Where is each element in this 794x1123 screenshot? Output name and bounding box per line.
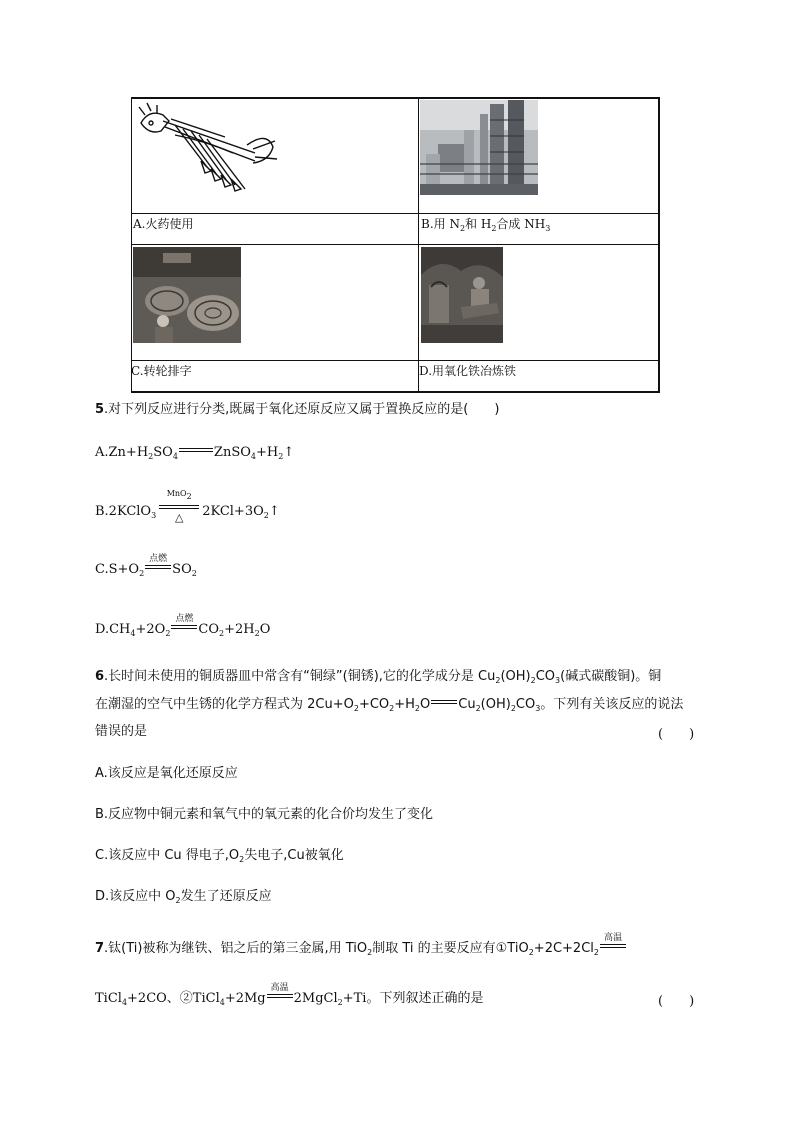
question-6-stem-line3: 错误的是 (95, 724, 148, 739)
q5-option-c: $C.S+O_2$ 点燃 $SO_2$ (95, 554, 197, 578)
question-5-stem: 5.对下列反应进行分类,既属于氧化还原反应又属于置换反应的是( ) (95, 402, 500, 417)
question-6-stem: 6.长时间未使用的铜质器皿中常含有“铜绿”(铜锈),它的化学成分是 $Cu_2(OH)_2CO_3$(碱式碳酸铜)。铜 (95, 669, 662, 685)
iron-smelting-photo (421, 247, 503, 343)
reaction-condition-arrow: 点燃 (145, 563, 171, 571)
q6-option-a: A.该反应是氧化还原反应 (95, 766, 238, 781)
equals-sign (431, 698, 457, 706)
q5-option-b: B.2KClO$_3$ MnO$_2$ △ $2KCl+3O_2↑$ (95, 489, 280, 524)
cell-d-label: D.用氧化铁冶炼铁 (419, 364, 517, 378)
cell-a-label: A.火药使用 (133, 217, 194, 231)
q6-option-d: D.该反应中 $O_2$发生了还原反应 (95, 889, 272, 905)
rotating-type-wheel-photo (133, 247, 241, 343)
reaction-condition-arrow: 高温 (600, 942, 626, 950)
question-7-stem-line2: TiCl$_4$+2CO、②TiCl$_4$+2Mg 高温 2MgCl$_2$+Ti。下列叙述正确的是 (95, 983, 484, 1007)
gunpowder-arrows-drawing (135, 101, 280, 193)
reaction-condition-arrow: 高温 (267, 992, 293, 1000)
q6-answer-blank[interactable]: ( ) (658, 727, 695, 742)
chemical-plant-photo (420, 100, 538, 195)
q7-answer-blank[interactable]: ( ) (658, 994, 695, 1009)
question-6-stem-line2: 在潮湿的空气中生锈的化学方程式为 $2Cu+O_2+CO_2+H_2O$ $Cu_2(OH)_2CO_3$。下列有关该反应的说法 (95, 697, 684, 713)
reaction-condition-arrow: 点燃 (171, 623, 197, 631)
q5-option-d: $D.CH_4+2O_2$ 点燃 $CO_2+2H_2O$ (95, 614, 271, 638)
reaction-condition-arrow: MnO$_2$ △ (159, 503, 199, 511)
question-7-stem: 7.钛(Ti)被称为继铁、铝之后的第三金属,用 TiO$_2$制取 Ti 的主要反应有$①TiO_2+2C+2Cl_2$ 高温 (95, 940, 627, 958)
image-table (131, 97, 660, 393)
cell-c-label: C.转轮排字 (131, 364, 192, 378)
equals-sign (179, 446, 213, 454)
q5-option-a: $A.Zn+H_2SO_4$ $ZnSO_4+H_2↑$ (95, 445, 295, 461)
cell-b-label: B.用 $N_2$和 $H_2$合成 $NH_3$ (421, 217, 551, 233)
q6-option-b: B.反应物中铜元素和氧气中的氧元素的化合价均发生了变化 (95, 807, 434, 822)
q6-option-c: C.该反应中 Cu 得电子$,O_2$失电子,Cu被氧化 (95, 848, 344, 864)
